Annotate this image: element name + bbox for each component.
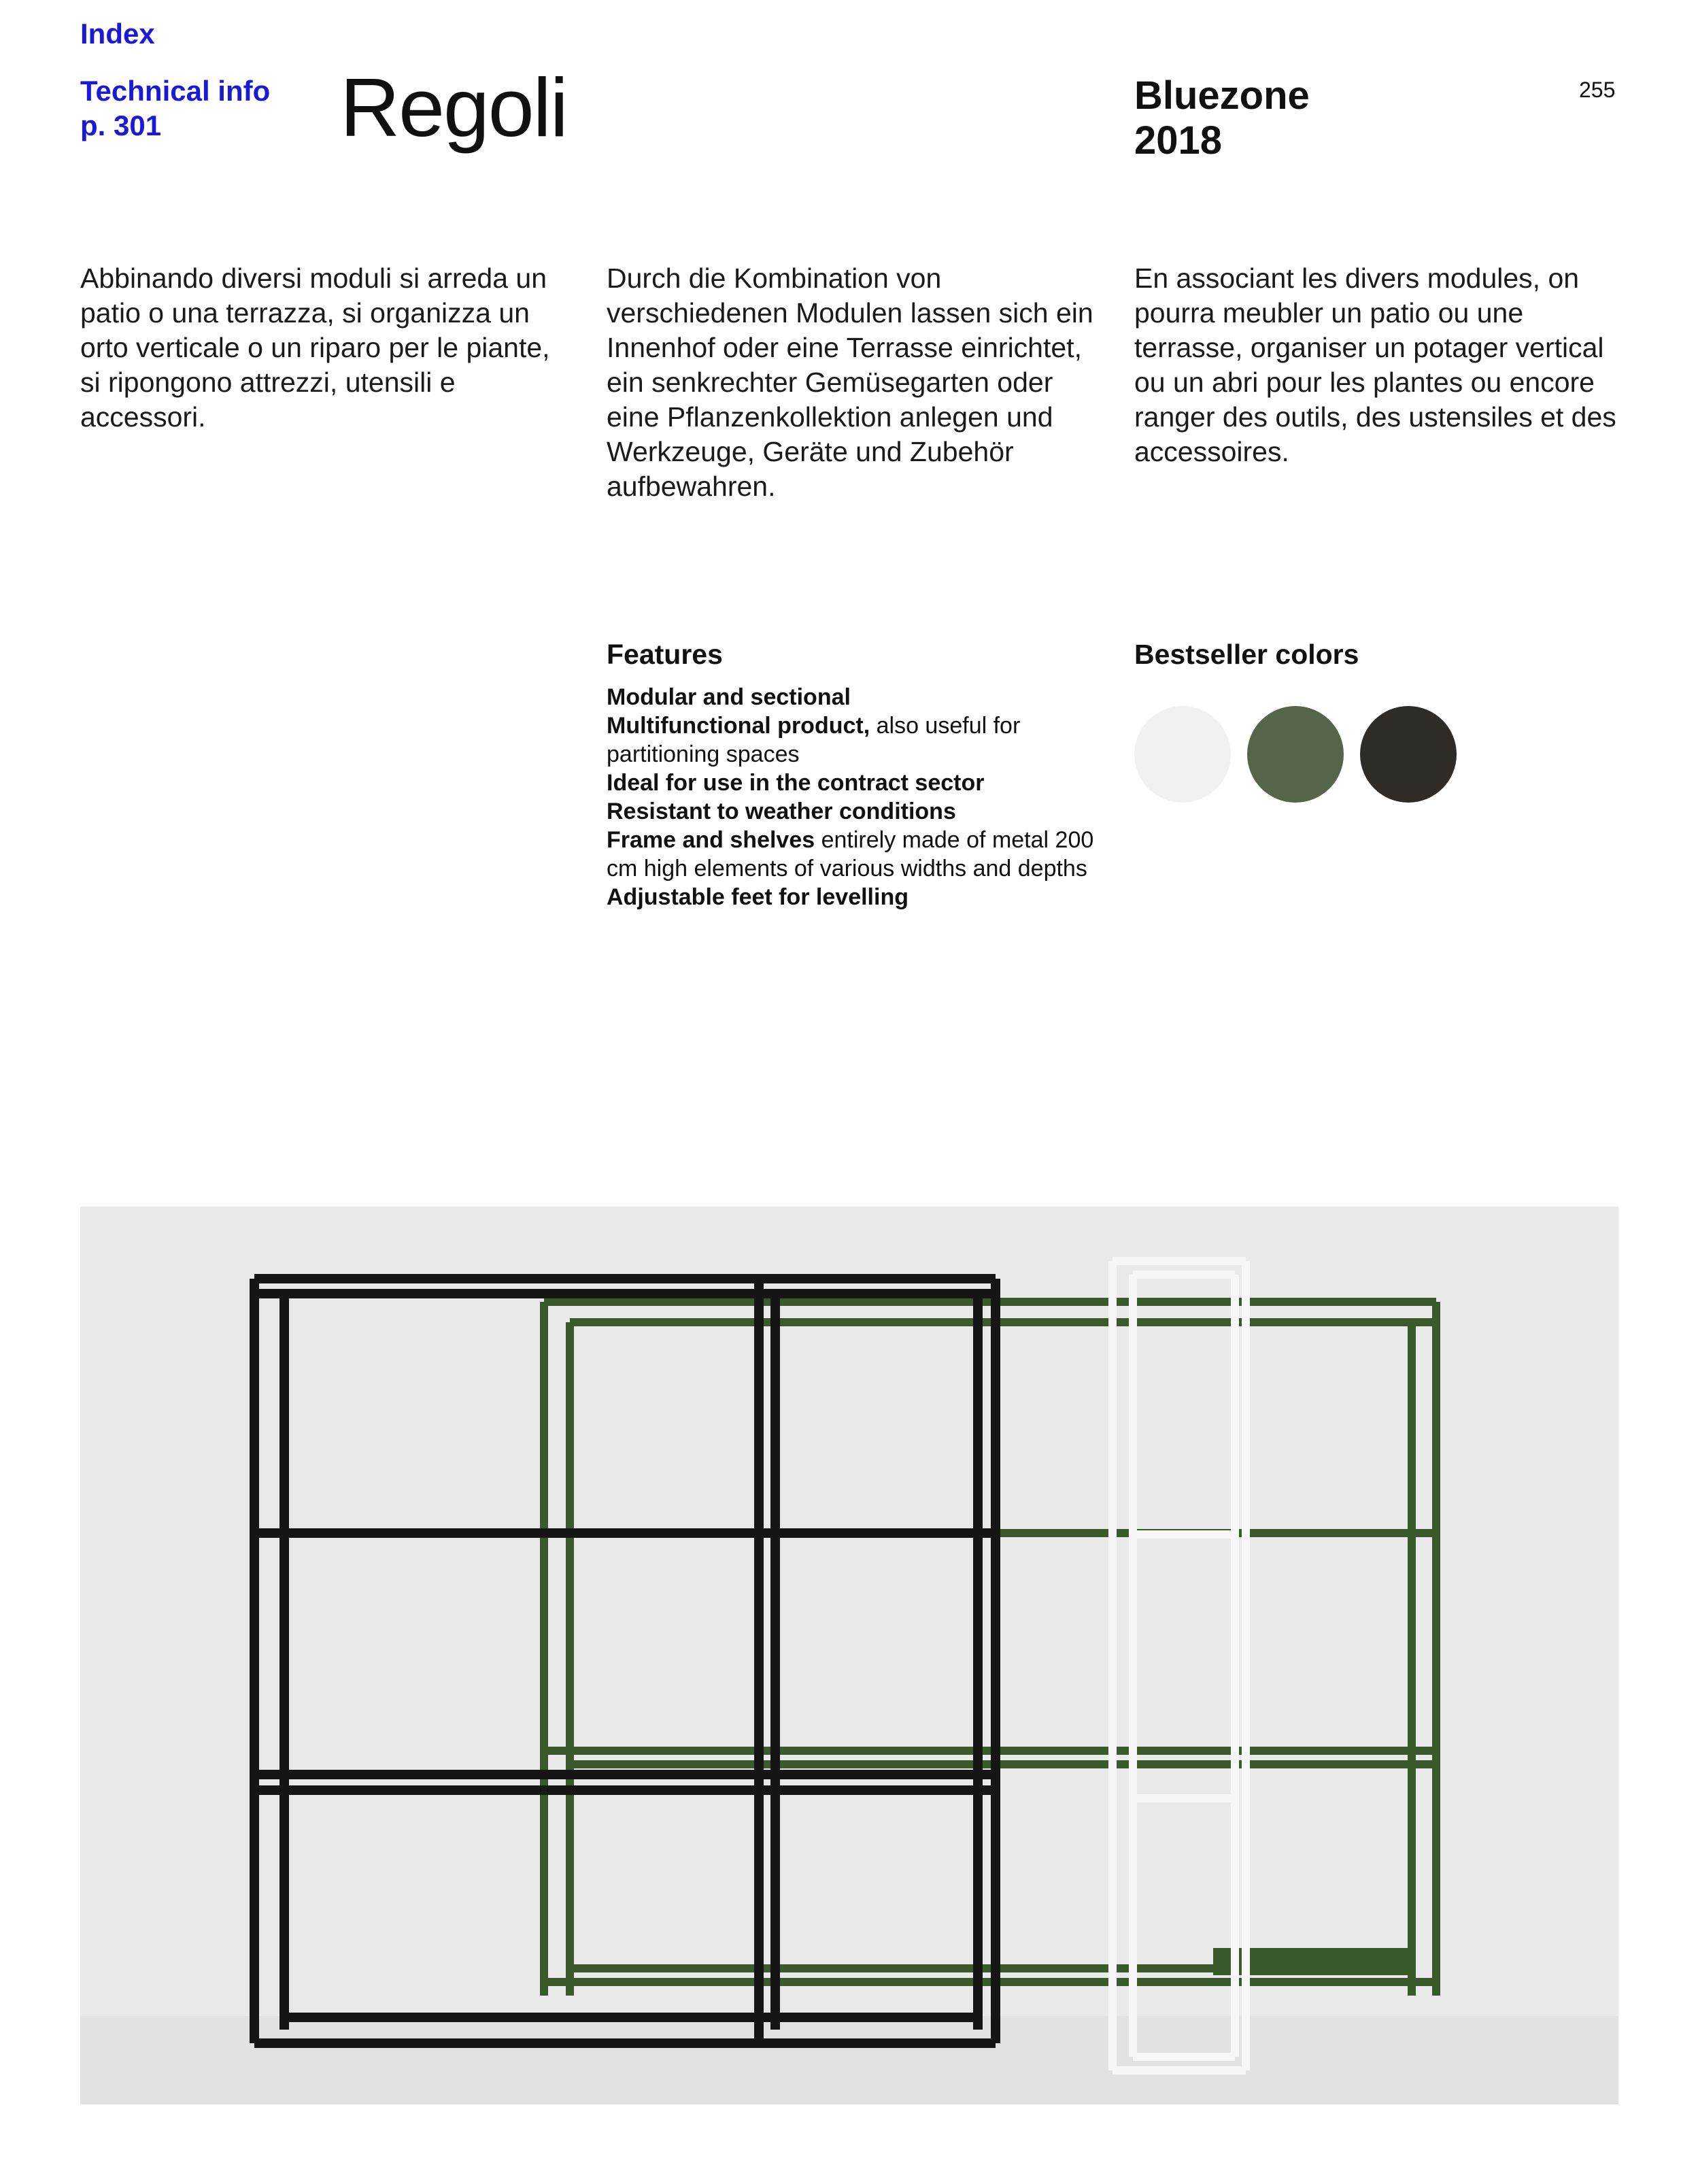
brand-block — [1134, 73, 1310, 163]
brand-year: 2018 — [1134, 118, 1223, 163]
index-link[interactable]: Index — [80, 18, 155, 50]
feature-title: Ideal for use in the contract sector — [607, 770, 985, 796]
color-swatch-green — [1247, 706, 1344, 803]
feature-item — [607, 883, 1096, 911]
feature-item — [607, 711, 1096, 769]
feature-item — [607, 769, 1096, 797]
description-german: Durch die Kombination von verschiedenen Modulen lassen sich ein Innenhof oder eine Terrasse einrichtet, ein senkrechter Gemüsegarten oder eine Pflanzenkollektion anlegen und Werkzeuge, Geräte und Zubehör aufbewahren. — [607, 263, 1093, 502]
feature-detail: also useful for partitioning spaces — [607, 713, 1021, 767]
technical-info-link[interactable] — [80, 73, 298, 143]
technical-info-label[interactable]: Technical info — [80, 75, 271, 107]
shelving-illustration — [80, 1207, 1618, 2104]
feature-item — [607, 826, 1096, 883]
brand-name: Bluezone — [1134, 73, 1310, 118]
feature-title: Resistant to weather conditions — [607, 799, 956, 824]
page-number: 255 — [1579, 78, 1616, 102]
features-list — [607, 683, 1096, 911]
features-heading: Features — [607, 639, 723, 670]
feature-title: Adjustable feet for levelling — [607, 884, 909, 910]
feature-detail: entirely made of metal 200 cm high elements of various widths and depths — [607, 827, 1094, 881]
product-title: Regoli — [340, 61, 567, 154]
product-photo — [80, 1207, 1618, 2104]
feature-title: Multifunctional product, — [607, 713, 870, 739]
photo-floor — [80, 2016, 1618, 2104]
feature-item — [607, 797, 1096, 826]
color-swatch-dark-brown — [1360, 706, 1457, 803]
feature-item — [607, 683, 1096, 711]
color-swatches — [1134, 706, 1457, 803]
technical-info-page[interactable]: p. 301 — [80, 110, 162, 141]
feature-title: Frame and shelves — [607, 827, 815, 853]
color-swatch-white — [1134, 706, 1231, 803]
bestseller-colors-heading: Bestseller colors — [1134, 639, 1359, 670]
description-italian: Abbinando diversi moduli si arreda un patio o una terrazza, si organizza un orto verticale o un riparo per le piante, si ripongono attrezzi, utensili e accessori. — [80, 263, 550, 433]
description-french: En associant les divers modules, on pourra meubler un patio ou une terrasse, organiser un potager vertical ou un abri pour les plantes ou encore ranger des outils, des ustensiles et des accessoires. — [1134, 263, 1616, 467]
feature-title: Modular and sectional — [607, 684, 851, 710]
